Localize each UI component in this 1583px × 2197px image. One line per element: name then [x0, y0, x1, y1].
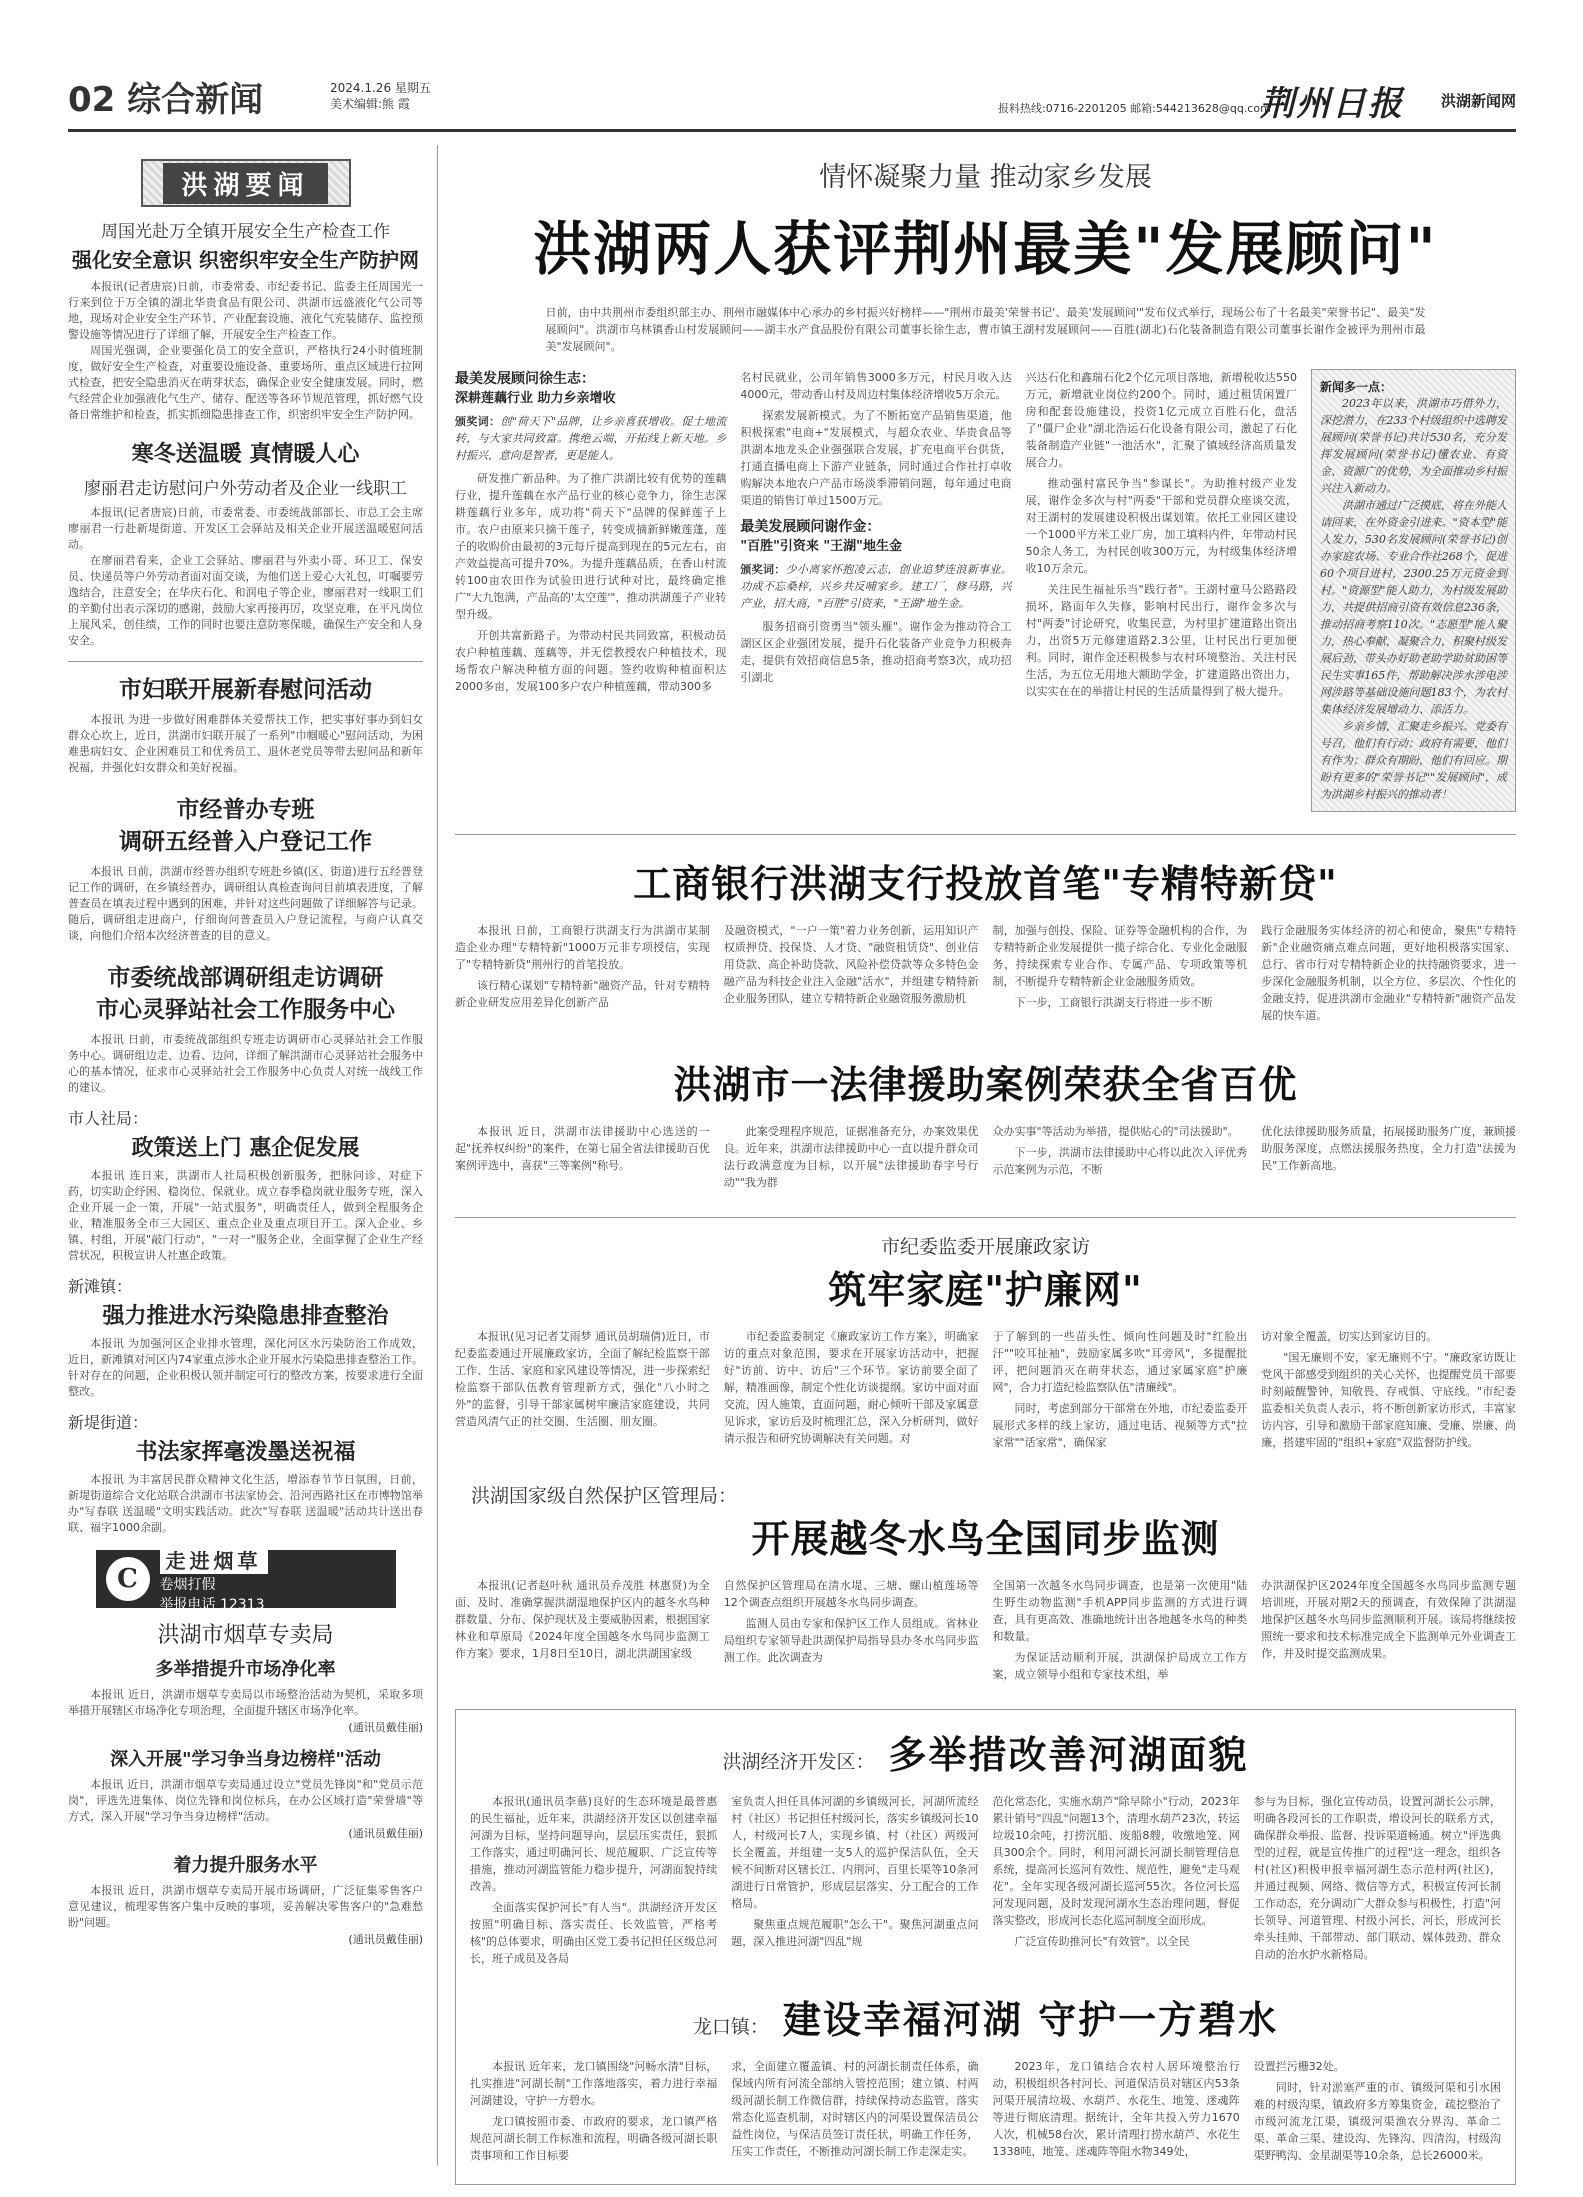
divider — [68, 661, 423, 662]
article-paragraph: 室负责人担任具体河湖的乡镇级河长，河湖所流经村（社区）书记担任村级河长，落实乡镇级河长10人，村级河长7人，实现乡镇、村（社区）两级河长全覆盖，并组建一支5人的巡护保洁队伍，全天候不间断对区辖长江、内荆河、百里长渠等10条河湖进行日常管护，形成层层落实、分工配合的工作格局。 — [731, 1795, 979, 1910]
article-paragraph: 优化法律援助服务质量，拓展援助服务广度，兼顾援助服务深度，点燃法援服务热度，全力打造"法援为民"工作新高地。 — [1261, 1125, 1516, 1172]
article-paragraph: 本报讯 连日来，洪湖市人社局积极创新服务，把脉问诊、对症下药，切实助企纾困、稳岗位、保就业。成立春季稳岗就业服务专班，深入企业开展一企一策，开展"一站式服务"，明确责任人，做到全程服务企业，精准服务全市三大园区、重点企业及重点项目开工。深入企业、乡镇、村组，开展"敲门行动"，"一对一"服务企业，全面掌握了企业生产经营状况，积极宣讲人社惠企政策。 — [68, 1169, 423, 1262]
article-waterbird-monitoring — [455, 1481, 1516, 1687]
river-management-box — [455, 1709, 1516, 2185]
section-subtitle: "百胜"引资来 "王湖"地生金 — [740, 539, 902, 554]
divider — [455, 834, 1516, 835]
promo-title: 走进烟草 — [160, 1545, 268, 1574]
article-byline: (通讯员戴佳丽) — [348, 1721, 423, 1734]
lead-paragraph: 推动强村富民争当"参谋长"。为助推村级产业发展，谢作金多次与村"两委"干部和党员群众座谈交流，对王湖村的发展建设积极出谋划策。依托工业园区建设一个1000平方米工业厂房，加工填料内件，年带动村民50余人务工，为村民创收300万元，为村级集体经济增收10万余元。 — [1025, 477, 1297, 575]
article-headline: 多举措提升市场净化率 — [155, 1659, 336, 1680]
article-paragraph: 市纪委监委制定《廉政家访工作方案》，明确家访的重点对象范围，要求在开展家访活动中，把握好"访前、访中、访后"三个环节。家访前要全面了解，精准画像，制定个性化访谈提纲。家访中面对面交流，因人施策，直面问题，耐心倾听干部及家属意见诉求，家访后及时梳理汇总，深入分析研判，做好请示报告和研究协调解决有关问题。对 — [723, 1330, 979, 1445]
tobacco-news — [68, 1618, 423, 1947]
article-col — [993, 1577, 1248, 1687]
article-paragraph: 2023年，龙口镇结合农村人居环境整治行动，积极组织各村河长、河道保洁员对辖区内53条河渠开展清垃圾、水葫芦、水花生、地笼、迷魂阵等进行彻底清理。据统计，全年共投入劳力1670人次，机械58台次，累计清理打捞水葫芦、水花生1338吨，地笼、迷魂阵等阻水物349处， — [992, 2060, 1240, 2158]
lead-paragraph: 探索发展新模式。为了不断拓宽产品销售渠道，他积极探索"电商+"发展模式，与超众农业、华贵食品等洪湖本地龙头企业强强联合发展，扩充电商平台供货，打通直播电商上下游产业链条，同时通过合作社打卓收购解决本地农户产品市场淡季滞销问题，每年通过电商渠道的销售订单过1500万元。 — [740, 409, 1012, 507]
article-kicker: 洪湖经济开发区： — [722, 1751, 875, 1773]
article-paragraph: 本报讯 日前，工商银行洪湖支行为洪湖市某制造企业办理"专精特新"1000万元非专项授信，实现了"专精特新贷"荆州行的首笔投放。 — [455, 924, 710, 971]
article-paragraph: 下一步，洪湖市法律援助中心将以此次入评优秀示范案例为示范，不断 — [992, 1146, 1248, 1176]
article-paragraph: 同时，考虑到部分干部常在外地，市纪委监委开展形式多样的线上家访，通过电话、视频等方式"拉家常""话家常"，确保家 — [992, 1402, 1248, 1449]
article-col — [1254, 1793, 1501, 1971]
article-paragraph: 于了解到的一些苗头性、倾向性问题及时"红脸出汗""咬耳扯袖"，鼓励家属多吹"耳旁风"，多提醒批评，把问题消灭在萌芽状态，通过家属家庭"护廉网"，合力打造纪检监察队伍"清廉线"。 — [992, 1330, 1248, 1394]
article-col — [993, 1328, 1248, 1455]
section-title: 最美发展顾问徐生志： — [455, 371, 595, 387]
article-col — [724, 1577, 979, 1687]
article-legal-aid — [455, 1054, 1516, 1195]
issue-editor: 美术编辑:熊 霞 — [330, 97, 410, 111]
article-col — [1261, 922, 1516, 1028]
article-headline: 书法家挥毫泼墨送祝福 — [135, 1439, 356, 1465]
article-longkou — [470, 1989, 1501, 2168]
article-paragraph: 设置拦污栅32处。 — [1253, 2060, 1345, 2073]
article-paragraph: 本报讯(记者唐宸)日前，市委常委、市纪委书记、监委主任周国光一行来到位于万全镇的湖北华贵食品有限公司、洪湖市远盛液化气公司等地，现场对企业安全生产环节、产业配套设施、液化气充装储存、监控预警设施等情况进行了详细了解，开展安全生产检查工作。 — [68, 280, 423, 341]
tobacco-logo-icon: C — [106, 1557, 150, 1601]
article-paragraph: 本报讯 日前，市委统战部组织专班走访调研市心灵驿站社会工作服务中心。调研组边走、边看、边问，详细了解洪湖市心灵驿站社会服务中心的基本情况，征求市心灵驿站社会工作服务中心负责人对统一战线工作的建议。 — [68, 1033, 423, 1094]
article-paragraph: 本报讯(见习记者艾雨梦 通讯员胡瑞倩)近日，市纪委监委通过开展廉政家访，全面了解纪检监察干部工作、生活、家庭和家风建设等情况，进一步探索纪检监察干部队伍教育管理新方式，强化"八小时之外"的监督，引导干部家属树牢廉洁家庭建设，共同营造风清气正的社交圈、生活圈、朋友圈。 — [455, 1330, 710, 1428]
box-paragraph: 乡亲乡情，汇聚走乡振兴。党委有号召，他们有行动；政府有需要，他们有作为；群众有期盼，他们有回应。期盼有更多的"荣誉书记""发展顾问"，成为洪湖乡村振兴的推动者！ — [1319, 720, 1507, 801]
issue-meta — [330, 80, 431, 112]
article-icbc-loan — [455, 853, 1516, 1028]
article-paragraph: 监测人员由专家和保护区工作人员组成。省林业局组织专家领导赴洪湖保护局指导县办冬水鸟同步监测工作。此次调查为 — [723, 1617, 979, 1664]
article-col — [993, 922, 1248, 1028]
section-title: 最美发展顾问谢作金： — [740, 519, 881, 535]
lead-paragraph: 开创共富新路子。为带动村民共同致富，积极动员农户种植莲藕、莲藕等，并无偿教授农户种植技术，现场帮农户解决种植方面的问题。签约收购种植面积达2000多亩，发展100多户农户种植莲藕，带动300多 — [455, 629, 727, 693]
article-dev-zone — [470, 1724, 1501, 1971]
article-paragraph: 自然保护区管理局在清水堤、三塘、螺山植莲场等12个调查点组织开展越冬水鸟同步调查。 — [723, 1579, 979, 1609]
article-col — [455, 1328, 710, 1455]
article-kicker: 洪湖国家级自然保护区管理局： — [471, 1485, 738, 1507]
divider — [455, 1217, 1516, 1218]
article-headline: 寒冬送温暖 真情暖人心 — [131, 441, 360, 467]
promo-hotline: 举报电话 12313 — [159, 1596, 265, 1613]
lead-kicker: 情怀凝聚力量 推动家乡发展 — [819, 162, 1152, 193]
lead-col-2 — [740, 369, 1011, 812]
article-headline: 开展越冬水鸟全国同步监测 — [751, 1516, 1220, 1561]
box-title: 新闻多一点： — [1319, 380, 1392, 394]
article-paragraph: 广泛宣传助推河长"有效管"。以全民 — [1014, 1935, 1190, 1948]
masthead-brand — [1216, 70, 1516, 126]
article-paragraph: 在廖丽君看来，企业工会驿站、廖丽君与外卖小哥、环卫工、保安员、快递员等户外劳动者面对面交谈，为他们送上爱心大礼包，叮嘱要劳逸结合，注意安全；在华庆石化、和润电子等企业，廖丽君对一线职工们的辛勤付出表示深切的感谢，鼓励大家再接再厉，攻坚克难，在平凡岗位上展风采，创佳绩，工作的同时也要注意防寒保暖，确保生产安全和人身安全。 — [68, 554, 423, 647]
article-col — [470, 1793, 717, 1971]
article-family-visits — [455, 1232, 1516, 1455]
article-paragraph: 本报讯 近日，洪湖市法律援助中心选送的一起"抚养权纠纷"的案件，在第七届全省法律援助百优案例评选中，喜获"三等案例"称号。 — [455, 1125, 710, 1172]
article-col — [455, 922, 710, 1028]
article-winter-warmth — [68, 437, 423, 649]
article-col — [470, 2058, 717, 2168]
award-quote: 颁奖词：少小离家怀抱凌云志，创业追梦连浪新事业。功成不忘桑梓，兴乡共反哺家乡。建工厂，修马路，兴产业，招大商，"百胜"引资来，"王湖"地生金。 — [740, 563, 1012, 610]
article-headline: 洪湖市一法律援助案例荣获全省百优 — [673, 1062, 1298, 1107]
section-subtitle: 深耕莲藕行业 助力乡亲增收 — [455, 391, 616, 406]
article-paragraph: 众办实事"等活动为举措，提供贴心的"司法援助"。 — [992, 1125, 1239, 1138]
article-paragraph: 本报讯 近日，洪湖市烟草专卖局以市场整治活动为契机，采取多项举措开展辖区市场净化专项治理，全面提升辖区市场净化率。 — [68, 1688, 423, 1717]
promo-line: 卷烟打假 — [159, 1576, 216, 1593]
lead-headline: 洪湖两人获评荆州最美"发展顾问" — [533, 215, 1438, 283]
article-columns — [470, 1793, 1501, 1971]
article-columns — [455, 1328, 1516, 1455]
section-tag: 洪湖要闻 — [141, 159, 351, 207]
lead-intro: 日前，由中共荆州市委组织部主办、荆州市融媒体中心承办的乡村振兴好榜样——"荆州市最美'荣誉书记'、最美'发展顾问'"发布仪式举行，现场公布了十名最美"荣誉书记"、最美"发展顾问"。洪湖市乌林镇香山村发展顾问——湖丰水产食品股份有限公司董事长徐生志，曹市镇王湖村发展顾问——百胜(湖北)石化装备制造有限公司董事长谢作金被评为荆州市最美"发展顾问"。 — [545, 306, 1426, 353]
article-col — [993, 2058, 1240, 2168]
page-header — [68, 70, 1516, 132]
main-content — [455, 145, 1516, 2185]
article-paragraph: 为保证活动顺利开展，洪湖保护局成立工作方案，成立领导小组和专家技术组，举 — [992, 1651, 1248, 1681]
left-news-column — [68, 145, 423, 2165]
article-paragraph: 龙口镇按照市委、市政府的要求，龙口镇严格规范河湖长制工作标准和流程，明确各级河湖长职责事项和工作目标要 — [470, 2115, 718, 2162]
article-col — [455, 1577, 710, 1687]
contact-info: 报料热线:0716-2201205 邮箱:544213628@qq.com — [998, 102, 1271, 115]
box-paragraph: 2023年以来，洪湖市巧借外力，深挖潜力，在233个村级组织中选聘发展顾问(荣誉书记)共计530名，充分发挥发展顾问(荣誉书记)懂农业、有资金、资源广的优势，为全面推动乡村振兴注入新动力。 — [1319, 397, 1507, 495]
article-col — [724, 1328, 979, 1455]
lead-col-1 — [455, 369, 726, 812]
article-columns — [455, 1123, 1516, 1195]
article-paragraph: 本报讯 近年来，龙口镇围绕"河畅水清"目标，扎实推进"河湖长制"工作落地落实，着力进行幸福河湖建设，守护一方碧水。 — [470, 2060, 718, 2107]
article-kicker: 市纪委监委开展廉政家访 — [880, 1236, 1090, 1258]
article-col — [731, 1793, 978, 1971]
article-kicker: 新滩镇： — [68, 1277, 133, 1296]
article-paragraph: 办洪湖保护区2024年度全国越冬水鸟同步监测专题培训班，开展对期2天的预调查，有效保障了洪湖湿地保护区越冬水鸟同步监测顺利开展。该局将继续按照统一要求和技术标准完成全下监测单元外业调查工作，并及时提交监测成果。 — [1261, 1579, 1516, 1660]
column-divider — [437, 145, 438, 2165]
article-census — [68, 794, 423, 944]
article-col — [1261, 1123, 1516, 1195]
article-xintan — [68, 1274, 423, 1400]
news-extra-box — [1311, 369, 1516, 812]
article-headline: 市妇联开展新春慰问活动 — [119, 676, 372, 703]
article-paragraph: 践行金融服务实体经济的初心和使命，聚焦"专精特新"企业融资痛点难点问题，更好地积极落实国家、总行、省市行对专精特新企业的扶持融资要求，进一步深化金融服务机制，以全方位、多层次、个性化的金融支持，促进洪湖市金融业"专精特新"融资产品发展的快车道。 — [1261, 924, 1516, 1022]
article-paragraph: 及融资模式，"一户一策"着力业务创新，运用知识产权质押贷、投保贷、人才贷、"融资租赁贷"、创业信用贷款、高企补助贷款、风险补偿贷款等众多特色金融产品为科技企业注入金融"活水"，并组建专精特新企业服务团队，建立专精特新企业融资服务激励机 — [723, 924, 979, 1005]
box-paragraph: 洪湖市通过广泛摸底，将在外能人请回来，在外资金引进来。"资本型"能人发力，530名发展顾问(荣誉书记)创办家庭农场、专业合作社268个，促进60个项目进村，2300.25万元资金到村。"资源型"能人助力，为村级发展助力，共提供招商引资有效信息236条，推动招商考察110次。"志愿型"能人聚力，热心奉献，凝聚合力，积聚村级发展后劲，带头办好助老助学助贫助困等民生实事165件，帮助解决涉水涉电涉网涉路等基础设施问题183个，为农村集体经济发展增动力、添活力。 — [1319, 499, 1507, 716]
brand-subtitle: 洪湖新闻网 — [1440, 92, 1516, 110]
article-paragraph: 此案受理程序规范，证据准备充分，办案效果优良。近年来，洪湖市法律援助中心一直以提升群众司法行政满意度为目标，以开展"法律援助春字号行动""我为群 — [723, 1125, 979, 1189]
article-safety-inspection — [68, 217, 423, 423]
page-section-label: 02 综合新闻 — [68, 80, 264, 120]
article-col — [993, 1123, 1248, 1195]
tobacco-promo-banner — [96, 1548, 396, 1613]
article-paragraph: 下一步，工商银行洪湖支行将进一步不断 — [1014, 996, 1213, 1009]
article-col — [993, 1793, 1240, 1971]
article-paragraph: 参与为目标，强化宣传动员，设置河湖长公示牌，明确各段河长的工作职责，增设河长的联系方式，确保群众举报、监督、投诉渠道畅通。树立"评选典型的过程，就是宣传推广的过程"这一理念，组织各村(社区)积极申报幸福河湖生态示范村两(社区)，并通过视频、网络、微信等方式，积极宣传河长制工作动态，充分调动广大群众参与积极性，打造"河长领导、河道管理、村级小河长，河长，形成河长牵头挂帅、干部带动、部门联动、媒体鼓劲、群众自动的治水护水新格局。 — [1253, 1795, 1501, 1961]
lead-paragraph: 服务招商引资勇当"领头雁"。谢作金为推动符合工湖区区企业强团发展，提升石化装备产业竞争力积极奔走，提供有效招商信息5条，推动招商考察3次，成功招引湖北 — [740, 620, 1012, 684]
article-xindi — [68, 1410, 423, 1536]
article-paragraph: 访对象全覆盖，切实达到家访目的。 — [1261, 1330, 1438, 1343]
article-paragraph: 本报讯 为加强河区企业排水管理，深化河区水污染防治工作成效，近日，新滩镇对河区内74家重点涉水企业开展水污染隐患排查整治工作。针对存在的问题，企业积极认领并制定可行的整改方案，按要求进行全面整改。 — [68, 1337, 423, 1398]
lead-col-3 — [1026, 369, 1297, 812]
article-col — [1261, 1577, 1516, 1687]
lead-paragraph: 关注民生福祉乐当"践行者"。王湖村童马公路路段损坏，路面年久失修，影响村民出行，谢作金多次与村"两委"讨论研究，收集民意，为村里扩建道路出资出力，出资5万元修建道路2.3公里，让村民出行更加便利。同时，谢作金还积极参与农村环境整治、关注村民生活，为五位无用地大额助学金，扩建道路出资出力，以实实在在的举措让村民的生活质量得到了极大提升。 — [1025, 583, 1297, 698]
article-united-front — [68, 962, 423, 1096]
article-headline: 市委统战部调研组走访调研 市心灵驿站社会工作服务中心 — [96, 964, 395, 1023]
article-womens-federation — [68, 674, 423, 776]
article-paragraph: 聚焦重点规范履职"怎么干"。聚焦河湖重点问题，深入推进河湖"四乱"规 — [731, 1918, 979, 1948]
article-byline: (通讯员戴佳丽) — [348, 1827, 423, 1840]
article-paragraph: 本报讯 为丰富居民群众精神文化生活，增添春节节日氛围，日前，新堤街道综合文化站联合洪湖市书法家协会、沿河西路社区在市博物馆举办"写春联 送温暖"文明实践活动。此次"写春联 送温暖"活动共计送出春联、福字1000余副。 — [68, 1473, 423, 1534]
article-paragraph: 该行精心谋划"专精特新"融资产品，针对专精特新企业研发应用差异化创新产品 — [455, 979, 710, 1009]
tobacco-bureau-title: 洪湖市烟草专卖局 — [157, 1623, 334, 1648]
article-headline: 着力提升服务水平 — [173, 1855, 318, 1876]
article-paragraph: 本报讯 为进一步做好困难群体关爱帮扶工作，把实事好事办到妇女群众心坎上，近日，洪湖市妇联开展了一系列"巾帼暖心"慰问活动，为困难患病妇女、企业困难员工和优秀员工、退休老党员等带去慰问品和新年祝福，并强化妇女群众和美好祝福。 — [68, 713, 423, 774]
article-paragraph: 本报讯(记者赵叶秋 通讯员乔茂胜 林惠贤)为全面、及时、准确掌握洪湖湿地保护区内的越冬水鸟种群数量、分布、保护现状及主要威胁因素，根据国家林业和草原局《2024年度全国越冬水鸟同步监测工作方案》要求，1月8日至10日，湖北洪湖国家级 — [455, 1579, 710, 1660]
article-headline: 市经普办专班 调研五经普入户登记工作 — [119, 796, 372, 855]
award-quote: 颁奖词：创"荷天下"品牌，让乡亲喜获增收。促土地流转，与大家共同致富。携绝云端，开拓线上新天地。乡村振兴，意向是智者，更是能人。 — [455, 415, 727, 462]
lead-paragraph: 兴达石化和鑫瑞石化2个亿元项目落地，新增税收达550万元，新增就业岗位约200个。同时，通过租赁闲置厂房和配套设施建设，投资1亿元成立百胜石化，盘活了"僵尸企业"湖北浩运石化设备有限公司，激起了石化装备制造产业链"一池活水"，汇聚了镇域经济高质量发展合力。 — [1025, 371, 1297, 469]
lead-article — [455, 155, 1516, 812]
article-kicker: 新堤街道： — [68, 1413, 149, 1432]
lead-columns — [455, 369, 1516, 812]
article-headline: 工商银行洪湖支行投放首笔"专精特新贷" — [633, 861, 1338, 906]
article-col — [1254, 2058, 1501, 2168]
article-headline: 强化安全意识 织密织牢安全生产防护网 — [72, 248, 419, 272]
article-columns — [470, 2058, 1501, 2168]
article-paragraph: 本报讯(通讯员李慕)良好的生态环境是最普惠的民生福祉，近年来，洪湖经济开发区以创建幸福河湖为目标，坚持问题导向，层层压实责任，狠抓工作落实，通过明确河长、规范履职、广泛宣传等措施，推动河湖监管能力稳步提升，河湖面貌持续改善。 — [470, 1795, 718, 1893]
article-col — [724, 922, 979, 1028]
article-headline: 建设幸福河湖 守护一方碧水 — [782, 1997, 1279, 2042]
article-paragraph: 同时，针对淤塞严重的市、镇级河渠和引水困难的村级沟渠，镇政府多方筹集资金，疏挖整治了市级河流龙江渠，镇级河渠渔农分界沟、革命二渠、革命三渠、建设沟、先锋沟、四清沟，村级沟渠野鸭沟、金星湖渠等10余条，总长26000米。 — [1253, 2081, 1501, 2162]
article-subtitle: 廖丽君走访慰问户外劳动者及企业一线职工 — [84, 479, 407, 499]
brand-logo-text: 荆州日报 — [1260, 84, 1404, 124]
article-paragraph: 制，加强与创投、保险、证券等金融机构的合作，为专精特新企业发展提供一揽子综合化、专业化金融服务，持续探索专业合作、专属产品、专项政策等机制，不断提升专精特新企业金融服务质效。 — [992, 924, 1248, 988]
article-headline: 深入开展"学习争当身边榜样"活动 — [110, 1749, 381, 1770]
lead-paragraph: 名村民就业，公司年销售3000多万元，村民月收入达4000元，带动香山村及周边村集体经济增收5万余元。 — [740, 371, 1012, 401]
article-columns — [455, 1577, 1516, 1687]
lead-paragraph: 研发推广新品种。为了推广洪湖比较有优势的莲藕行业，提升莲藕在水产品行业的核心竞争力，徐生志深耕莲藕行业多年，成功将"荷天下"品牌的保鲜莲子上市。农户由原来只摘干莲子，转变成摘新鲜嫩莲蓬，莲子的收购价由最初的3元每斤提高到现在的5元左右，亩产效益提高可提升70%。为提升莲藕品质，在香山村流转100亩农田作为试验田进行试种对比，最终确定推广"大九饱满，产品高的'太空莲'"，推动洪湖莲子产业转型升级。 — [455, 472, 727, 621]
article-kicker: 市人社局： — [68, 1109, 149, 1128]
article-paragraph: 全国第一次越冬水鸟同步调查，也是第一次使用"陆生野生动物监测"手机APP同步监测的方式进行调查，具有更高效、准确地统计出各地越冬水鸟的种类和数量。 — [992, 1579, 1248, 1643]
article-paragraph: 本报讯 近日，洪湖市烟草专卖局通过设立"党员先锋岗"和"党员示范岗"，评选先进集体、岗位先锋和岗位标兵，在办公区域打造"荣誉墙"等方式，深入开展"学习争当身边榜样"活动。 — [68, 1778, 423, 1823]
article-paragraph: 本报讯(记者唐宸)日前，市委常委、市委统战部部长、市总工会主席廖丽君一行赴新堤街道、开发区工会驿站及相关企业开展送温暖慰问活动。 — [68, 506, 423, 551]
article-col — [1261, 1328, 1516, 1455]
article-headline: 筑牢家庭"护廉网" — [828, 1267, 1143, 1312]
article-col — [455, 1123, 710, 1195]
article-paragraph: "国无廉则不安，家无廉则不宁。"廉政家访既让党风干部感受到组织的关心关怀，也提醒党员干部要时刻敲醒警钟，知敬畏、存戒惧、守底线。"市纪委监委相关负责人表示，将不断创新家访形式，丰富家访内容，引导和激励干部家庭知廉、受廉、崇廉、尚廉，搭建牢固的"组织+家庭"双监督防护线。 — [1261, 1351, 1516, 1449]
article-paragraph: 求，全面建立覆盖镇、村的河湖长制责任体系，确保域内所有河流全部纳入管控范围；建立镇、村两级河湖长制工作微信群，持续保持动态监管，落实常态化巡查机制，对时辖区内的河渠设置保洁员公益性岗位，与保洁员签订责任状，明确工作任务，压实工作责任，不断推动河湖长制工作走深走实。 — [731, 2060, 979, 2158]
article-subtitle: 周国光赴万全镇开展安全生产检查工作 — [101, 222, 390, 242]
article-byline: (通讯员戴佳丽) — [348, 1933, 423, 1946]
article-headline: 强力推进水污染隐患排查整治 — [102, 1303, 389, 1329]
article-col — [724, 1123, 979, 1195]
article-paragraph: 本报讯 日前，洪湖市经普办组织专班赴乡镇(区、街道)进行五经普登记工作的调研，在乡镇经普办，调研组认真检查询问目前填表进度，了解普查员在填表过程中遇到的困难，并针对这些问题做了详细解答与记录。随后，调研组走进商户，仔细询问普查员入户登记流程，与商户认真交谈，向他们介绍本次经济普查的目的意义。 — [68, 865, 423, 942]
article-paragraph: 周国光强调，企业要强化员工的安全意识，严格执行24小时值班制度，做好安全生产检查，对重要设施设备、重要场所、重点区域进行拉网式检查，把安全隐患消灭在萌芽状态，确保企业安全健康发展。同时，燃气经营企业加强液化气生产、储存、配送等各环节规范管理，抓好燃气设备日常维护和检查，抓实抓细隐患排查工作，织密织牢安全生产防护网。 — [68, 344, 423, 421]
article-kicker: 龙口镇： — [692, 2016, 769, 2038]
article-hr-bureau — [68, 1106, 423, 1264]
article-paragraph: 本报讯 近日，洪湖市烟草专卖局开展市场调研，广泛征集零售客户意见建议，梳理零售客户集中反映的事项，妥善解决零售客户的"急难愁盼"问题。 — [68, 1884, 423, 1929]
article-headline: 政策送上门 惠企促发展 — [131, 1135, 360, 1161]
article-paragraph: 范化常态化，实施水葫芦"除早除小"行动，2023年累计销号"四乱"问题13个，清理水葫芦23次，转运垃圾10余吨，打捞沉船、废船8艘，收缴地笼、网具300余个。同时，利用河湖长河湖长制管理信息系统，提高河长巡河有效性、规范性，避免"走马观花"。全年实现各级河湖长巡河55次。各位河长巡河发现问题，及时发现河湖水生态治理问题，督促落实整改，形成河长态化巡河制度全面形成。 — [992, 1795, 1240, 1927]
article-col — [731, 2058, 978, 2168]
article-columns — [455, 922, 1516, 1028]
article-paragraph: 全面落实保护河长"有人当"。洪湖经济开发区按照"明确目标、落实责任、长效监管，严格考核"的总体要求，明确由区党工委书记担任区级总河长，班子成员及各局 — [470, 1901, 718, 1965]
issue-date: 2024.1.26 星期五 — [330, 81, 431, 95]
article-headline: 多举措改善河湖面貌 — [888, 1732, 1249, 1777]
